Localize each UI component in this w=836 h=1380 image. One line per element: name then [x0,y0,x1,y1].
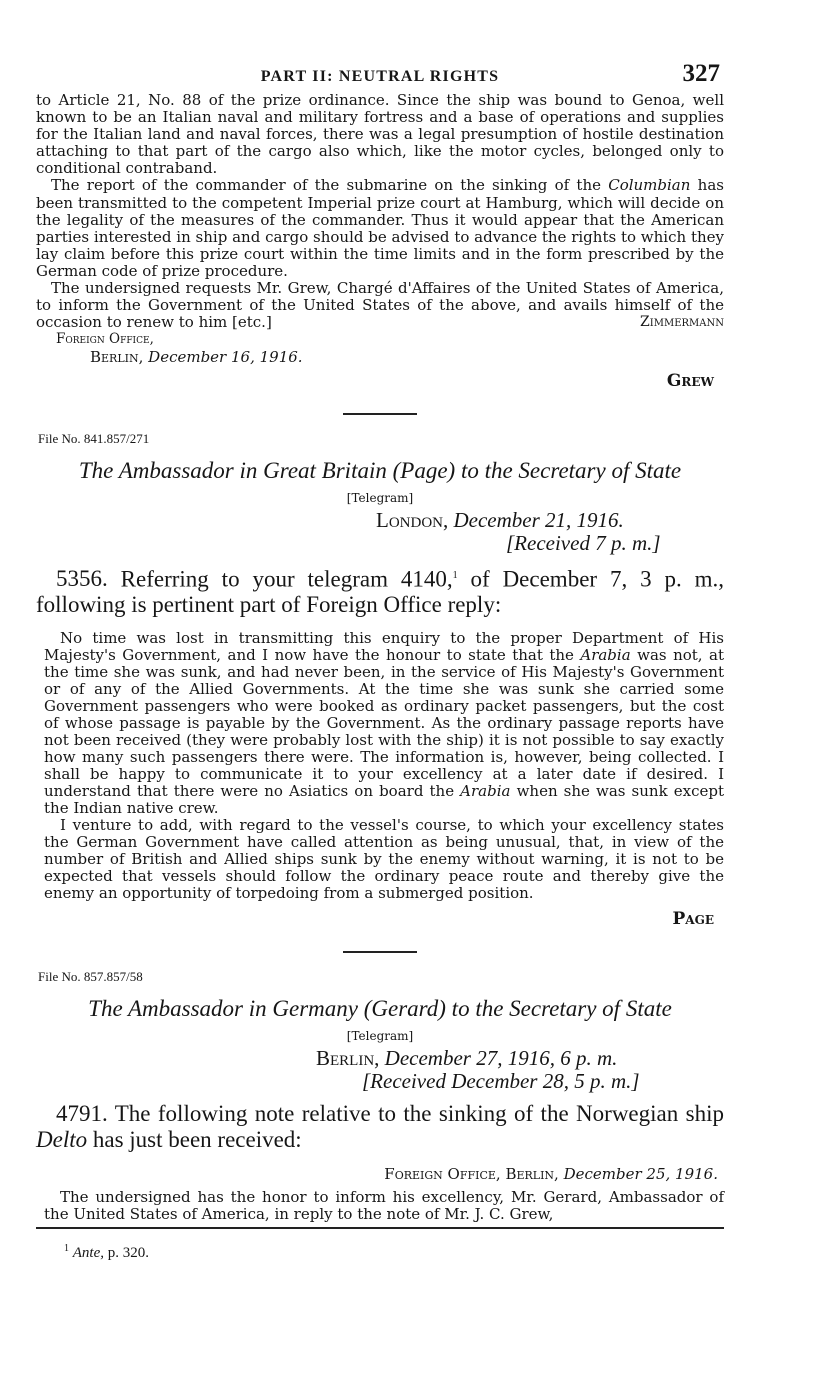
file-number: File No. 857.857/58 [38,969,143,985]
footnote-mark: 1 [452,569,458,581]
note-dateline: Foreign Office, Berlin, December 25, 1916. [384,1165,718,1184]
document-page-telegram [36,431,724,930]
letter-zimmermann [36,92,724,391]
place-date: Berlin, December 16, 1916. [90,348,303,367]
received-line: [Received December 28, 5 p. m.] [362,1069,640,1094]
paragraph: to Article 21, No. 88 of the prize ordinance. Since the ship was bound to Genoa, well known to be an Italian naval and military fortress and a base of operations and supplies for the Italian land and naval forces, there was a legal presumption of hostile destination attaching to that part of the cargo also which, like the motor cycles, belonged only to conditional contraband. [36,91,724,178]
page [36,58,724,1262]
dateline: London, December 21, 1916. [376,507,624,532]
telegram-label: [Telegram] [346,1029,414,1044]
document-title: The Ambassador in Germany (Gerard) to the Secretary of State [88,996,672,1022]
section-divider [343,413,417,415]
running-head: PART II: NEUTRAL RIGHTS [260,68,500,85]
telegram-label: [Telegram] [346,490,414,505]
paragraph: I venture to add, with regard to the vessel's course, to which your excellency states the German Government have called attention as being unusual, that, in view of the number of British and Allied ships sunk by the enemy without warning, it is not to be expected that vessels should follow the ordinary peace route and thereby give the enemy an opportunity of torpedoing from a submerged position. [44,816,724,903]
quoted-reply [36,630,724,902]
dateline: Berlin, December 27, 1916, 6 p. m. [316,1046,618,1071]
telegram-lead: 4791. The following note relative to the sinking of the Norwegian ship Delto has just been received: [36,1101,724,1153]
signature: Zimmermann [640,314,724,331]
document-gerard-telegram [36,969,724,1223]
file-number: File No. 841.857/271 [38,430,150,446]
ship-name: Columbian [608,176,691,195]
footnote-rule [36,1227,724,1229]
page-number: 327 [682,60,720,87]
received-line: [Received 7 p. m.] [506,530,661,555]
paragraph: The undersigned has the honor to inform his excellency, Mr. Gerard, Ambassador of the United States of America, in reply to the note of Mr. J. C. Grew, [44,1188,724,1224]
paragraph: No time was lost in transmitting this enquiry to the proper Department of His Majesty's Government, and I now have the honour to state that the Arabia was not, at the time she was sunk, and had never been, in the service of His Majesty's Government or of any of the Allied Governments. At the time she was sunk she carried some Government passengers who were booked as ordinary packet passengers, but the cost of whose passage is payable by the Government. As the ordinary passage reports have not been received (they were probably lost with the ship) it is not possible to say exactly how many such passengers there were. The information is, however, being collected. I shall be happy to communicate it to your excellency at a later date if desired. I understand that there were no Asiatics on board the Arabia when she was sunk except the Indian native crew. [44,629,724,818]
telegram-lead: 5356. Referring to your telegram 4140,$^1$ of December 7, 3 p. m., following is pertinent part of Foreign Office reply: [36,566,725,618]
footnote: $^1$ Ante, p. 320. [64,1243,149,1262]
sender-office: Foreign Office, [56,331,154,348]
closing-signature: Grew [666,371,714,392]
signature: Page [672,909,714,930]
note-text [36,1189,724,1223]
page-header [36,58,724,92]
document-title: The Ambassador in Great Britain (Page) to the Secretary of State [78,457,682,483]
section-divider [343,951,417,953]
paragraph: The report of the commander of the submarine on the sinking of the Columbian has been transmitted to the competent Imperial prize court at Hamburg, which will decide on the legality of the measures of the commander. Thus it would appear that the American parties interested in ship and cargo should be advised to advance the rights to which they lay claim before this prize court within the time limits and in the form prescribed by the German code of prize procedure. [36,176,724,280]
paragraph: The undersigned requests Mr. Grew, Chargé d'Affaires of the United States of America, to inform the Government of the United States of the above, and avails himself of the occasion to renew to him [etc.] [36,279,724,332]
